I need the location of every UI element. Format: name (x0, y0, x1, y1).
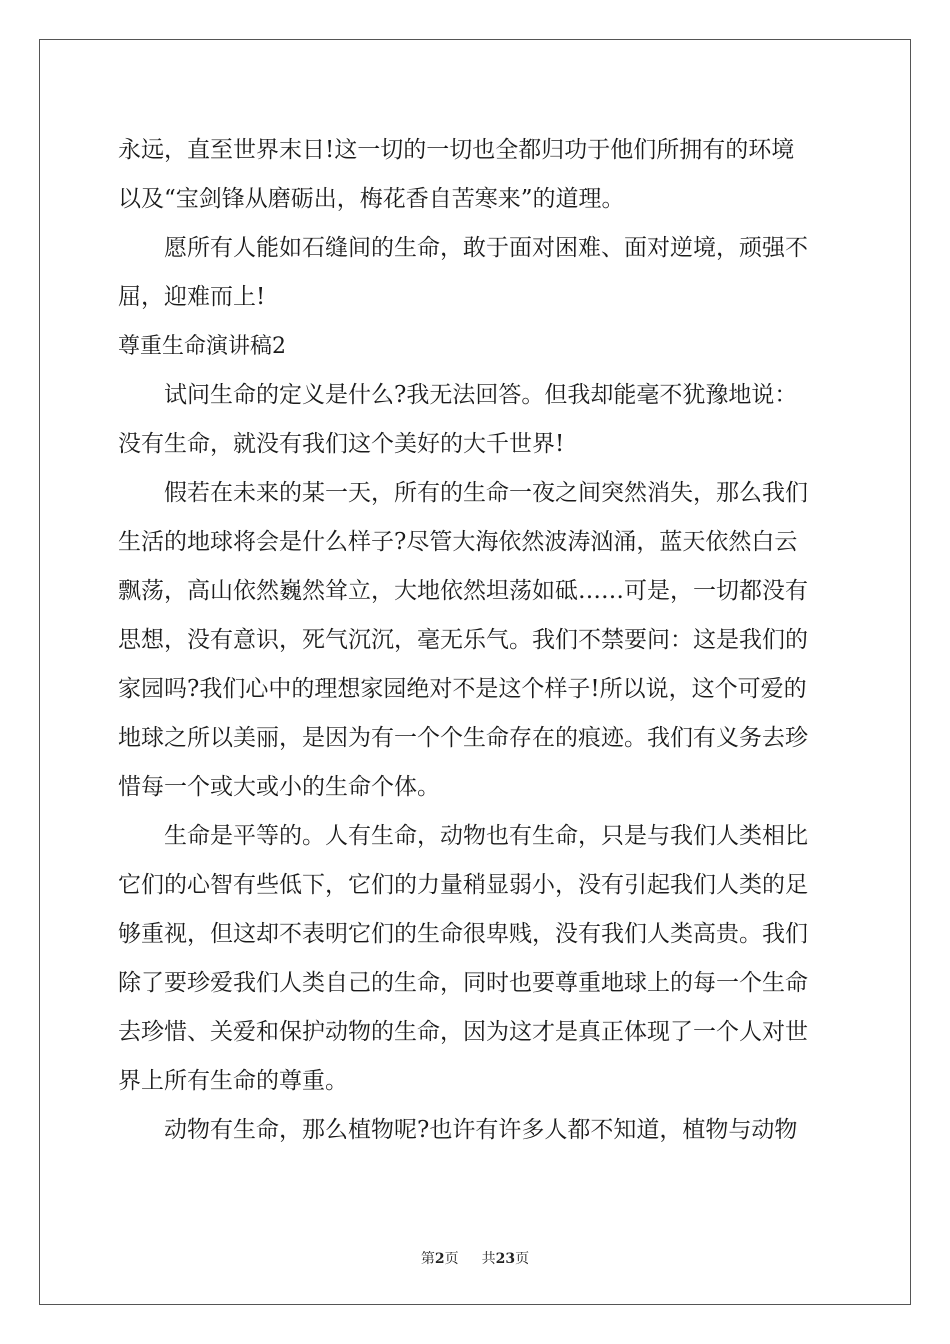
text-line: 永远，直至世界末日!这一切的一切也全都归功于他们所拥有的环境 (118, 137, 795, 163)
text-line: 试问生命的定义是什么?我无法回答。但我却能毫不犹豫地说： (164, 382, 798, 408)
text-line: 家园吗?我们心中的理想家园绝对不是这个样子!所以说，这个可爱的 (118, 676, 807, 702)
text-line: 除了要珍爱我们人类自己的生命，同时也要尊重地球上的每一个生命 (118, 970, 808, 996)
total-label-prefix: 共 (481, 1251, 496, 1267)
text-line: 去珍惜、关爱和保护动物的生命，因为这才是真正体现了一个人对世 (118, 1019, 808, 1045)
text-line: 飘荡，高山依然巍然耸立，大地依然坦荡如砥……可是，一切都没有 (118, 578, 808, 604)
text-line: 动物有生命，那么植物呢?也许有许多人都不知道，植物与动物 (164, 1117, 798, 1143)
text-line: 没有生命，就没有我们这个美好的大千世界! (118, 431, 565, 457)
total-pages: 23 (495, 1251, 516, 1267)
document-body (118, 126, 834, 1155)
page-label-suffix: 页 (444, 1251, 459, 1267)
text-line: 屈，迎难而上! (118, 284, 266, 310)
text-line: 够重视，但这却不表明它们的生命很卑贱，没有我们人类高贵。我们 (118, 921, 808, 947)
page-footer (0, 1248, 950, 1268)
text-line: 它们的心智有些低下，它们的力量稍显弱小，没有引起我们人类的足 (118, 872, 808, 898)
text-line: 地球之所以美丽，是因为有一个个生命存在的痕迹。我们有义务去珍 (118, 725, 808, 751)
text-line: 惜每一个或大或小的生命个体。 (118, 774, 440, 800)
page-label-prefix: 第 (420, 1251, 435, 1267)
text-line: 以及“宝剑锋从磨砺出，梅花香自苦寒来”的道理。 (118, 186, 625, 212)
section-heading: 尊重生命演讲稿2 (118, 334, 286, 359)
text-line: 生命是平等的。人有生命，动物也有生命，只是与我们人类相比 (164, 823, 808, 849)
total-label-suffix: 页 (515, 1251, 530, 1267)
text-line: 界上所有生命的尊重。 (118, 1068, 348, 1094)
text-line: 假若在未来的某一天，所有的生命一夜之间突然消失，那么我们 (164, 480, 808, 506)
text-line: 愿所有人能如石缝间的生命，敢于面对困难、面对逆境，顽强不 (164, 235, 808, 261)
text-line: 生活的地球将会是什么样子?尽管大海依然波涛汹涌，蓝天依然白云 (118, 529, 798, 555)
text-line: 思想，没有意识，死气沉沉，毫无乐气。我们不禁要问：这是我们的 (118, 627, 808, 653)
page-number: 2 (434, 1251, 445, 1267)
